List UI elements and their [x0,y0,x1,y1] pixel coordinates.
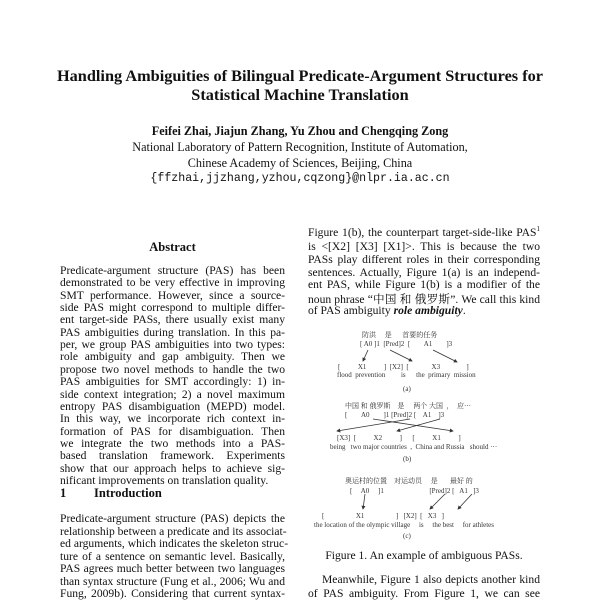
text-line: propose two novel methods to handle the two [60,362,285,376]
right-line-text: Figure 1(b), the counterpart target-side-like PAS [308,225,537,239]
arrow-pred-x3 [337,419,410,431]
arrow-pred-x2 [430,494,445,509]
text-line: sentences. Actually, Figure 1(a) is an independ- [308,265,540,279]
text-line: noun phrase “中国 和 俄罗斯”. We call this kind [308,293,540,307]
text-line: Meanwhile, Figure 1 also depicts another kind [322,573,540,586]
text-line: In this way, we incorporate rich context in- [60,412,285,426]
arrow-pred-x2 [390,350,412,361]
right-line-text: . [462,304,466,317]
text-line: per, we group PAS ambiguities into two types: [60,338,285,352]
figure-a-words: flood prevention is the primary mission [337,371,476,379]
arrow-a0-x1 [363,494,365,509]
figure-c-words: the location of the olympic village is the best for athletes [314,521,495,529]
text-line: ent PAS, while Figure 1(b) is a modifier of the [308,278,540,292]
figure-b-targets: [X3] [ X2 ] [ X1 ] [337,434,461,442]
figure-c-roles: [ A0 ]1 [Pred]2 [ A1 ]3 [350,487,479,495]
text-line: role ambiguity and gap ambiguity. Then we [60,350,285,364]
text-line: ent target-side PASs, there usually exist many [60,313,285,327]
text-line: we integrate the two methods into a PAS- [60,436,285,450]
figure-c-targets: [ X1 ] [X2] [ X3 ] [322,512,444,520]
arrow-a0-x1 [373,419,453,431]
figure-a-targets: [ X1 ] [X2] [ X3 ] [338,363,469,371]
paper-title-line-2: Statistical Machine Translation [191,85,409,104]
figure-caption: Figure 1. An example of ambiguous PASs. [325,549,523,562]
figure-a-source: 防洪 是 首要的任务 [362,331,438,339]
text-line: show that our approach helps to achieve sig- [60,461,285,475]
text-line: than syntax structure (Fung et al., 2006; Wu and [60,574,285,588]
text-line: Fung, 2009b). Considering that current syntax- [60,587,285,600]
abstract-heading: Abstract [149,240,196,254]
arrow-a1-x3 [458,494,472,509]
introduction-heading: Introduction [94,486,162,500]
figure-b-label: (b) [403,455,412,463]
arrow-a1-x2 [397,419,440,431]
text-line: entropy PAS disambiguation (MEPD) model. [60,399,285,413]
text-line: PAS ambiguities for SMT accordingly: 1) in- [60,375,285,389]
text-line: based translation framework. Experiments [60,449,285,463]
text-line: PASs play different roles in their corresponding [308,252,540,266]
figure-c-source: 奥运村的位置 对运动员 是 最好 的 [345,477,473,485]
author-emails: {ffzhai,jjzhang,yzhou,cqzong}@nlpr.ia.ac.cn [150,172,450,185]
right-line-text: of PAS ambiguity [308,304,394,317]
figure-b-words: being two major countries , China and Russia should ··· [330,443,498,451]
affiliation-line-2: Chinese Academy of Sciences, Beijing, China [187,156,413,170]
footnote-mark: 1 [536,225,540,233]
arrow-a0-x1 [363,350,368,361]
figure-c-label: (c) [403,532,411,540]
text-line: ed arguments, which indicates the skeleton struc- [60,537,289,550]
text-line: side PAS might correspond to multiple differ- [60,301,285,315]
authors: Feifei Zhai, Jiajun Zhang, Yu Zhou and Chengqing Zong [151,124,449,138]
figure-a-roles: [ A0 ]1 [Pred]2 [ A1 ]3 [360,340,453,348]
text-line: relationship between a predicate and its associat- [60,524,287,538]
text-line: demonstrated to be very effective in improving [60,276,285,290]
text-line: PAS agrees much better between two languages [60,562,285,575]
text-line: SMT performance. However, since a source- [60,288,285,302]
text-line: PAS ambiguities during translation. In this pa- [60,325,285,339]
text-line: ture of a sentence on semantic level. Basically, [60,549,285,563]
text-line: of PAS ambiguity. From Figure 1, we can see [308,586,540,600]
figure-b-roles: [ A0 ]1 [Pred]2 [ A1 ]3 [345,411,445,419]
text-line: Predicate-argument structure (PAS) depicts the [60,512,285,525]
arrow-a1-x3 [433,350,457,362]
text-line: side context integration; 2) a novel maximum [60,387,285,401]
text-line: is <[X2] [X3] [X1]>. This is because the two [308,240,540,253]
affiliation-line-1: National Laboratory of Pattern Recognition, Institute of Automation, [132,140,468,154]
text-line: nificant improvements on translation quality. [60,473,269,487]
section-number: 1 [60,486,67,500]
text-line: Predicate-argument structure (PAS) has been [60,264,285,277]
text-line: formation of PAS for disambiguation. Then [60,424,285,438]
paper-title-line-1: Handling Ambiguities of Bilingual Predicate-Argument Structures for [56,66,544,85]
figure-a-label: (a) [403,385,411,393]
role-ambiguity-term: role ambiguity [393,304,463,317]
figure-b-source: 中国 和 俄罗斯 是 两个 大国 ， 应··· [345,402,471,410]
